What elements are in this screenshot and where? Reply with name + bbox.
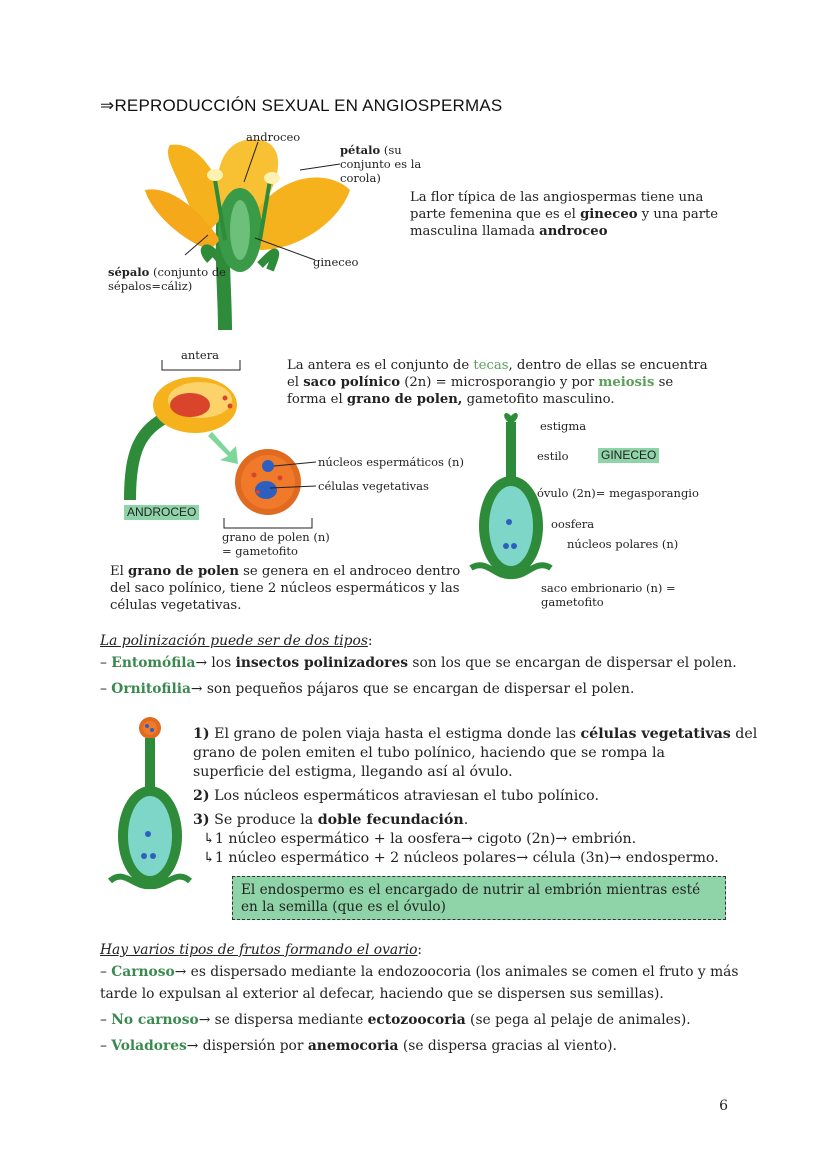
carnoso-l1: → es dispersado mediante la endozoocoria (los animales se comen el fruto y más [174, 964, 739, 980]
anther-desc-meiosis: meiosis [598, 375, 655, 390]
tag-gineceo: GINECEO [598, 448, 659, 463]
step-1-num: 1) [193, 726, 210, 742]
item-dash: – [100, 655, 112, 671]
step-1-l3: superficie del estigma, llegando así al óvulo. [193, 764, 513, 780]
step-3-b: doble fecundación [317, 812, 464, 828]
item-dash: – [100, 1038, 112, 1054]
fruto-voladores [100, 1035, 740, 1057]
note-line1: El endospermo es el encargado de nutrir al embrión mientras esté [241, 882, 701, 898]
label-grano-polen [222, 530, 330, 558]
label-estigma: estigma [540, 419, 587, 433]
polinizacion-heading [100, 630, 737, 652]
label-saco-line1: saco embrionario (n) = [541, 581, 676, 595]
label-petalo [340, 143, 421, 185]
anther-description [287, 357, 708, 408]
label-petalo-text1: (su [380, 143, 402, 157]
item-text: → los [195, 655, 236, 671]
step-3-num: 3) [193, 812, 210, 828]
item-dash: – [100, 1012, 112, 1028]
step-1-l2: grano de polen emiten el tubo polínico, haciendo que se rompa la [193, 745, 666, 761]
label-sepalo-text2: sépalos=cáliz) [108, 279, 193, 293]
frutos-heading-text: Hay varios tipos de frutos formando el ovario [100, 942, 418, 958]
anther-desc-saco: saco polínico [303, 375, 401, 390]
pistil-illustration [466, 408, 556, 598]
polinizacion-item [100, 678, 737, 700]
anther-desc-l1a: La antera es el conjunto de [287, 358, 474, 373]
fruto-carnoso [100, 961, 740, 1005]
label-ovulo: óvulo (2n)= megasporangio [537, 486, 699, 500]
label-estilo: estilo [537, 449, 569, 463]
label-sepalo [108, 265, 226, 293]
label-oosfera: oosfera [551, 517, 595, 531]
anther-desc-l2c: (2n) = microsporangio y por [400, 375, 599, 390]
page-number: 6 [719, 1098, 728, 1114]
term-no-carnoso: No carnoso [111, 1012, 199, 1028]
anther-desc-l3c: gametofito masculino. [462, 392, 615, 407]
flower-desc-line2c: y una parte [637, 207, 719, 222]
flower-description [410, 189, 718, 240]
anther-desc-l2e: se [654, 375, 674, 390]
item-rest: son los que se encargan de dispersar el polen. [408, 655, 737, 671]
pollen-para-l3: células vegetativas. [110, 598, 242, 613]
term-entomofila: Entomófila [111, 655, 196, 671]
label-petalo-text2: conjunto es la [340, 157, 422, 171]
polinizacion-section [100, 630, 737, 700]
pollen-para-l1a: El [110, 564, 129, 579]
step-2-num: 2) [193, 788, 210, 804]
label-saco-line2: gametofito [541, 595, 604, 609]
step-1-b: células vegetativas [580, 726, 731, 742]
step-3 [193, 811, 757, 868]
item-bold: insectos polinizadores [235, 655, 408, 671]
fecundacion-steps [193, 725, 757, 868]
flower-desc-androceo: androceo [539, 224, 608, 239]
label-petalo-term: pétalo [340, 143, 381, 157]
label-grano-line1: grano de polen (n) [222, 530, 330, 544]
label-sepalo-term: sépalo [108, 265, 150, 279]
pollen-para-l2: del saco polínico, tiene 2 núcleos espermáticos y las [110, 581, 460, 596]
label-celulas-vegetativas: células vegetativas [318, 479, 429, 493]
anther-desc-l3a: forma el [287, 392, 347, 407]
term-carnoso: Carnoso [111, 964, 175, 980]
term-ornitofilia: Ornitofilia [111, 681, 191, 697]
nocarnoso-b: ectozoocoria [367, 1012, 466, 1028]
pollen-paragraph [110, 563, 460, 614]
flower-desc-line2a: parte femenina que es el [410, 207, 581, 222]
polinizacion-item [100, 652, 737, 674]
step-3-a: Se produce la [209, 812, 318, 828]
step-2 [193, 787, 757, 806]
anther-desc-tecas: tecas [473, 358, 509, 373]
frutos-section [100, 939, 740, 1057]
step-1 [193, 725, 757, 782]
step-1-a: El grano de polen viaja hasta el estigma donde las [209, 726, 581, 742]
anther-desc-l1c: , dentro de ellas se encuentra [508, 358, 708, 373]
voladores-a: → dispersión por [186, 1038, 308, 1054]
endospermo-note [232, 876, 726, 920]
label-antera: antera [181, 348, 220, 362]
label-nucleos-espermaticos: núcleos espermáticos (n) [318, 455, 464, 469]
step-3-c: . [463, 812, 469, 828]
label-androceo: androceo [246, 130, 301, 144]
label-gineceo: gineceo [313, 255, 359, 269]
nocarnoso-a: → se dispersa mediante [198, 1012, 368, 1028]
label-sepalo-text1: (conjunto de [149, 265, 226, 279]
pollen-para-l1c: se genera en el androceo dentro [238, 564, 461, 579]
label-grano-line2: = gametofito [222, 544, 298, 558]
pollen-para-grano: grano de polen [128, 564, 239, 579]
step-3-l3: ↳1 núcleo espermático + 2 núcleos polares→ célula (3n)→ endospermo. [203, 850, 719, 866]
term-voladores: Voladores [111, 1038, 187, 1054]
frutos-heading-colon: : [417, 942, 423, 958]
fecundation-illustration [104, 716, 196, 896]
anther-desc-grano: grano de polen, [346, 392, 463, 407]
item-text: → son pequeños pájaros que se encargan de dispersar el polen. [190, 681, 635, 697]
polinizacion-heading-colon: : [367, 633, 373, 649]
fruto-no-carnoso [100, 1009, 740, 1031]
voladores-b: anemocoria [307, 1038, 399, 1054]
carnoso-l2: tarde lo expulsan al exterior al defecar, haciendo que se dispersen sus semillas). [100, 986, 664, 1002]
step-2-a: Los núcleos espermáticos atraviesan el tubo polínico. [209, 788, 599, 804]
flower-desc-line3a: masculina llamada [410, 224, 540, 239]
label-petalo-text3: corola) [340, 171, 381, 185]
anther-desc-l2a: el [287, 375, 304, 390]
label-nucleos-polares: núcleos polares (n) [567, 537, 679, 551]
item-dash: – [100, 964, 112, 980]
tag-androceo: ANDROCEO [124, 505, 199, 520]
item-dash: – [100, 681, 112, 697]
flower-desc-line1: La flor típica de las angiospermas tiene una [410, 190, 704, 205]
step-3-l2: ↳1 núcleo espermático + la oosfera→ cigoto (2n)→ embrión. [203, 831, 637, 847]
label-saco-embrionario [541, 581, 676, 609]
flower-desc-gineceo: gineceo [580, 207, 638, 222]
note-line2: en la semilla (que es el óvulo) [241, 899, 446, 915]
polinizacion-heading-text: La polinización puede ser de dos tipos [100, 633, 368, 649]
voladores-c: (se dispersa gracias al viento). [398, 1038, 617, 1054]
page-title: ⇒REPRODUCCIÓN SEXUAL EN ANGIOSPERMAS [100, 96, 503, 115]
step-1-c: del [730, 726, 758, 742]
nocarnoso-c: (se pega al pelaje de animales). [465, 1012, 691, 1028]
frutos-heading [100, 939, 740, 961]
